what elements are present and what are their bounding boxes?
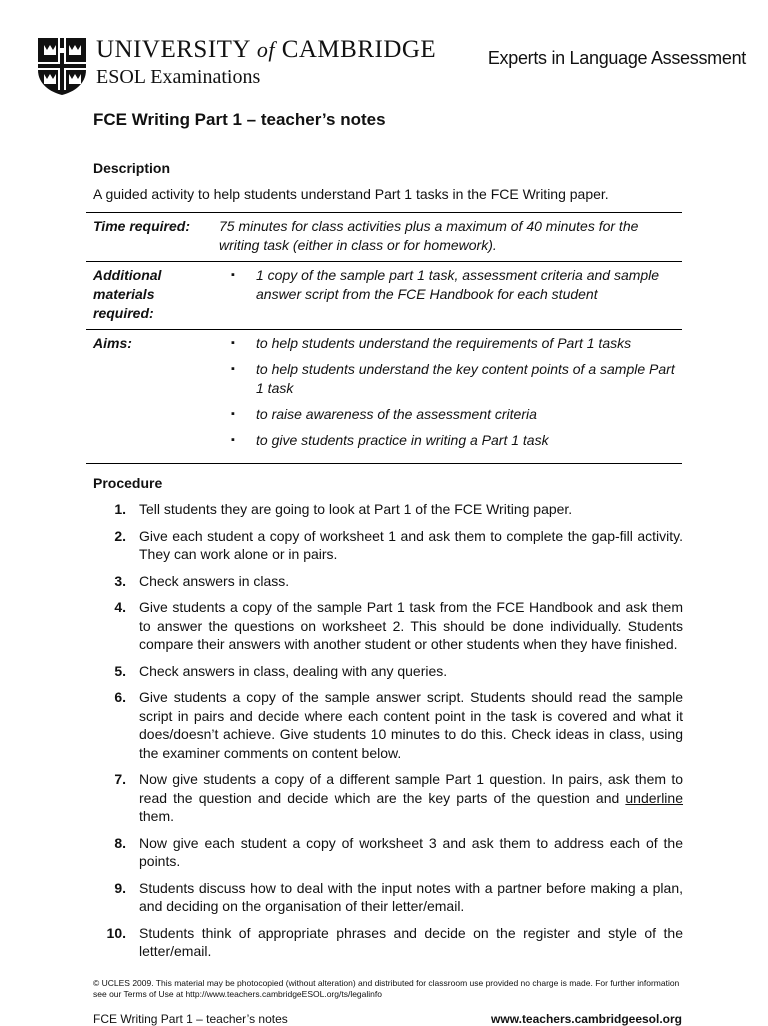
aim-item: ▪ to help students understand the requirements of Part 1 tasks [219, 334, 676, 353]
procedure-step [93, 879, 683, 916]
aim-item: ▪ to help students understand the key content points of a sample Part 1 task [219, 360, 676, 398]
university-crest-icon [36, 36, 88, 96]
step-number: 7. [114, 771, 126, 787]
procedure-list [93, 500, 683, 969]
step-number: 10. [106, 924, 126, 941]
procedure-step [93, 770, 683, 826]
copyright-notice: © UCLES 2009. This material may be photocopied (without alteration) and distributed for classroom use provided no charge is made. For further information see our Terms of Use at http://www.teachers.cambridgeESOL.org/ts/legalinfo [93, 978, 680, 999]
footer-website-link[interactable]: www.teachers.cambridgeesol.org [491, 1012, 682, 1026]
step-number: 4. [114, 599, 126, 615]
materials-cell [212, 262, 682, 330]
time-value: 75 minutes for class activities plus a maximum of 40 minutes for the writing task (either in class or for homework). [219, 218, 639, 253]
aim-item: ▪ to give students practice in writing a Part 1 task [219, 431, 676, 450]
aim-item: ▪ to raise awareness of the assessment criteria [219, 405, 676, 424]
aims-label: Aims: [93, 335, 132, 351]
description-text: A guided activity to help students understand Part 1 tasks in the FCE Writing paper. [93, 186, 609, 202]
step-text: Check answers in class. [139, 572, 290, 589]
step-text: Tell students they are going to look at Part 1 of the FCE Writing paper. [139, 501, 573, 517]
step-number: 1. [114, 501, 126, 517]
page-header [36, 36, 746, 98]
procedure-step [93, 598, 683, 654]
step-text: Give students a copy of the sample Part 1 task from the FCE Handbook and ask them to answer the questions on worksheet 2. This should be done individually. Students compare their answers with another student or other students when they have finished. [139, 599, 683, 652]
procedure-step [93, 500, 683, 519]
step-text-end: them. [139, 808, 175, 824]
step-number: 6. [114, 689, 126, 705]
procedure-step [93, 572, 683, 591]
page-title: FCE Writing Part 1 – teacher’s notes [93, 110, 386, 129]
esol-subtitle: ESOL Examinations [96, 66, 261, 88]
step-number: 2. [114, 527, 126, 544]
step-number: 9. [114, 879, 126, 896]
aims-row [86, 330, 682, 464]
step-text: Give each student a copy of worksheet 1 and ask them to complete the gap-fill activity. They can work alone or in pairs. [139, 527, 683, 562]
procedure-step [93, 924, 683, 961]
step-number: 3. [114, 572, 126, 589]
procedure-step [93, 662, 683, 681]
step-number: 5. [114, 662, 126, 679]
procedure-heading: Procedure [93, 475, 163, 491]
underlined-word: underline [625, 789, 683, 806]
aims-cell [212, 330, 682, 464]
time-row [86, 213, 682, 262]
footer-title: FCE Writing Part 1 – teacher’s notes [93, 1012, 288, 1026]
tagline: Experts in Language Assessment [487, 48, 746, 68]
materials-label: Additional materials required: [93, 267, 162, 321]
procedure-step [93, 834, 683, 871]
university-name: UNIVERSITY of CAMBRIDGE [96, 36, 437, 63]
time-label: Time required: [93, 218, 190, 234]
procedure-step [93, 688, 683, 762]
step-text: Students think of appropriate phrases and decide on the register and style of the letter/email. [139, 924, 683, 959]
step-text: Check answers in class, dealing with any queries. [139, 662, 448, 679]
materials-item: ▪ 1 copy of the sample part 1 task, assessment criteria and sample answer script from the FCE Handbook for each student [219, 266, 676, 304]
step-number: 8. [114, 834, 126, 851]
step-text: Now give each student a copy of worksheet 3 and ask them to address each of the points. [139, 834, 683, 869]
step-text: Students discuss how to deal with the input notes with a partner before making a plan, and deciding on the organisation of their letter/email. [139, 879, 683, 914]
materials-row [86, 262, 682, 330]
step-text: Now give students a copy of a different sample Part 1 question. In pairs, ask them to read the question and decide which are the key parts of the question and [139, 771, 683, 806]
procedure-step [93, 527, 683, 564]
step-text: Give students a copy of the sample answer script. Students should read the sample script in pairs and decide where each content point in the task is covered and what it does/doesn’t achieve. Give students 10 minutes to do this. Check ideas in class, using the examiner comments on content below. [139, 689, 683, 761]
info-table [86, 212, 682, 464]
description-heading: Description [93, 160, 171, 176]
